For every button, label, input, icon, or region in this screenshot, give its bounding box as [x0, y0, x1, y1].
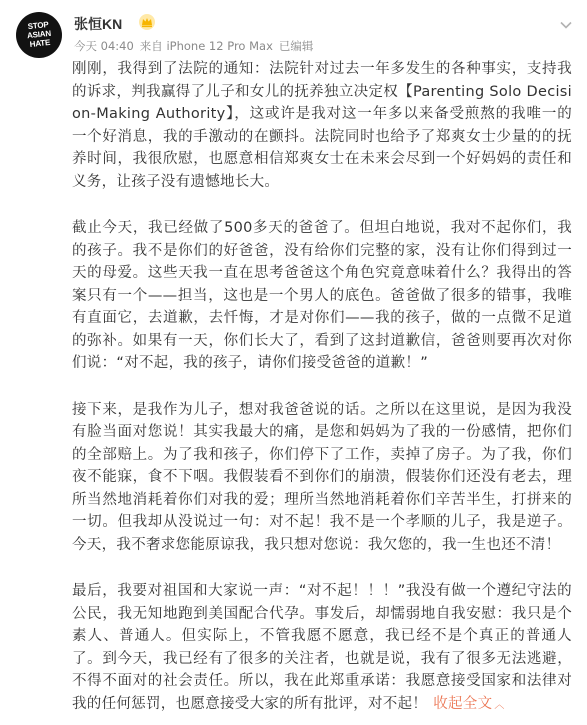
post-paragraph-text: 最后，我要对祖国和大家说一声：“对不起！！！”我没有做一个遵纪守法的公民，我无知地跑到美国配合代孕。事发后，却懦弱地自我安慰：我只是个素人、普通人。但实际上，不管我愿不愿意，我已经不是个真正的普通人了。到今天，我已经有了很多的关注者，也就是说，我有了很多无法逃避，不得不面对的社会责任。所以，我在此郑重承诺：我愿意接受国家和法律对我的任何惩罚，也愿意接受大家的所有批评，对不起！	[72, 583, 572, 712]
post-meta	[74, 38, 319, 54]
collapse-button[interactable]	[433, 696, 505, 712]
vip-crown-icon	[138, 13, 156, 31]
avatar[interactable]	[16, 12, 62, 58]
post-paragraph: 截止今天，我已经做了500多天的爸爸了。但坦白地说，我对不起你们，我的孩子。我不是你们的好爸爸，没有给你们完整的家，没有让你们得到过一天的母爱。这些天我一直在思考爸爸这个角色究竟意味着什么？我得出的答案只有一个——担当，这也是一个男人的底色。爸爸做了很多的错事，我唯有直面它，去道歉，去忏悔，才是对你们——我的孩子，做的一点微不足道的弥补。如果有一天，你们长大了，看到了这封道歉信，爸爸则要再次对你们说：“对不起，我的孩子，请你们接受爸爸的道歉！”	[72, 220, 572, 371]
post-body	[72, 58, 572, 717]
post-time: 今天 04:40	[74, 39, 134, 53]
post-header	[16, 12, 575, 58]
post-paragraph: 刚刚，我得到了法院的通知：法院针对过去一年多发生的各种事实，支持我的诉求，判我赢得了儿子和女儿的抚养独立决定权【Parenting Solo Decision-Making Authority】，这或许是我对这一年多以来备受煎熬的我唯一的一个好消息，我的手激动的在颤抖。法院同时也给予了郑爽女士少量的的抚养时间，我很欣慰，也愿意相信郑爽女士在未来会尽到一个好妈妈的责任和义务，让孩子没有遗憾地长大。	[72, 61, 572, 190]
author-name[interactable]: 张恒KN	[74, 16, 123, 32]
collapse-label: 收起全文	[433, 695, 493, 712]
post-source[interactable]: 来自 iPhone 12 Pro Max	[139, 39, 273, 53]
avatar-slogan: STOP ASIAN HATE	[26, 19, 52, 49]
chevron-down-icon[interactable]	[559, 18, 573, 32]
post-paragraph	[72, 580, 572, 717]
chevron-up-icon: ︿	[494, 699, 505, 711]
edited-label[interactable]: 已编辑	[278, 39, 314, 53]
post-paragraph: 接下来，是我作为儿子，想对我爸爸说的话。之所以在这里说，是因为我没有脸当面对您说！其实我最大的痛，是您和妈妈为了我的一份感情，把你们的全部赔上。为了我和孩子，你们停下了工作，卖掉了房子。为了我，你们夜不能寐，食不下咽。我假装看不到你们的崩溃，假装你们还没有老去，理所当然地消耗着你们对我的爱；理所当然地消耗着你们辛苦半生，打拼来的一切。但我却从没说过一句：对不起！我不是一个孝顺的儿子，我是逆子。今天，我不奢求您能原谅我，我只想对您说：我欠您的，我一生也还不清！	[72, 401, 572, 553]
